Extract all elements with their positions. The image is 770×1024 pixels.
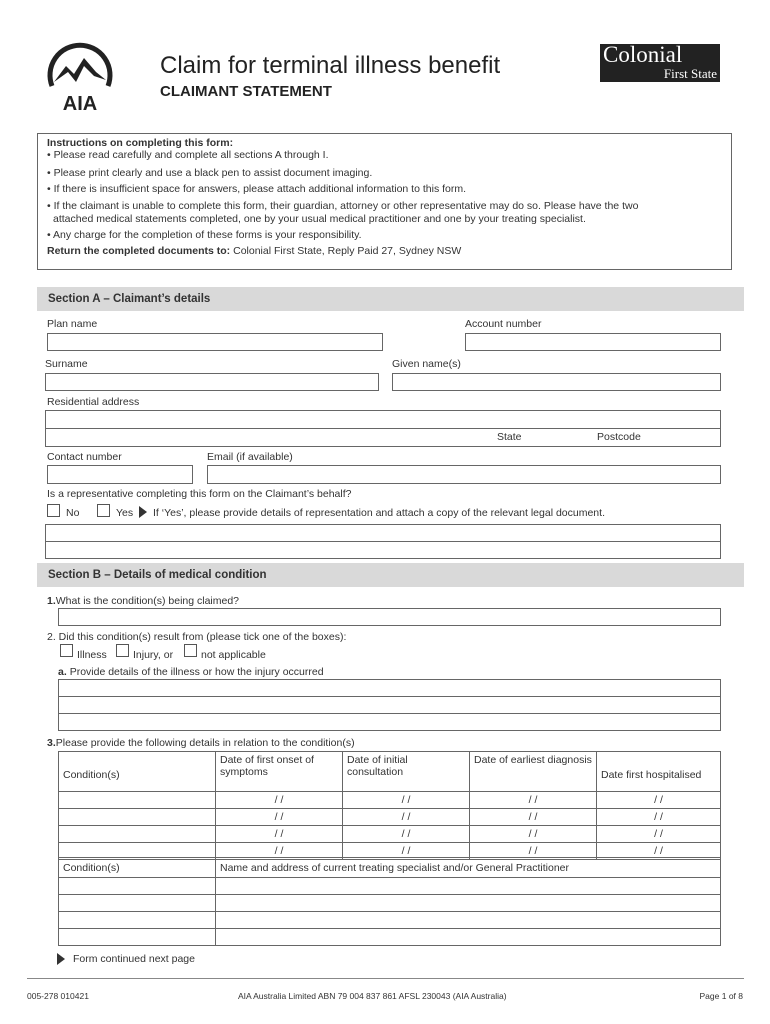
contact-field[interactable] <box>47 465 193 484</box>
illness-checkbox[interactable] <box>60 644 73 657</box>
condition-cell[interactable] <box>59 895 216 912</box>
not-applicable-label: not applicable <box>201 649 266 661</box>
q1-text: What is the condition(s) being claimed? <box>55 595 240 607</box>
yes-label: Yes <box>116 507 134 519</box>
representative-instruction: If ‘Yes’, please provide details of representation and attach a copy of the relevant legal document. <box>153 507 605 519</box>
date-cell[interactable]: / / <box>216 843 343 860</box>
address-label: Residential address <box>47 396 140 408</box>
representative-details-line1[interactable] <box>45 524 721 542</box>
condition-cell[interactable] <box>59 792 216 809</box>
date-cell[interactable]: / / <box>343 809 470 826</box>
surname-field[interactable] <box>45 373 379 391</box>
contact-label: Contact number <box>47 451 122 463</box>
date-cell[interactable]: / / <box>343 792 470 809</box>
date-cell[interactable]: / / <box>343 843 470 860</box>
table-row <box>59 929 721 946</box>
question-3 <box>47 737 355 749</box>
condition-cell[interactable] <box>59 809 216 826</box>
specialist-table <box>58 857 721 946</box>
section-b-title: Section B – Details of medical condition <box>48 569 267 581</box>
aia-logo <box>44 42 116 114</box>
form-title: Claim for terminal illness benefit <box>160 52 501 79</box>
email-field[interactable] <box>207 465 721 484</box>
colonial-first-state-logo <box>600 44 720 82</box>
instruction-item: attached medical statements completed, one by your usual medical practitioner and one by your treating specialist. <box>53 213 586 225</box>
instruction-item: • Please read carefully and complete all sections A through I. <box>47 149 329 161</box>
yes-checkbox[interactable] <box>97 504 110 517</box>
date-cell[interactable]: / / <box>216 792 343 809</box>
instruction-item: • Any charge for the completion of these forms is your responsibility. <box>47 229 362 241</box>
specialist-cell[interactable] <box>216 878 721 895</box>
header-specialist: Name and address of current treating specialist and/or General Practitioner <box>216 858 721 878</box>
date-cell[interactable]: / / <box>597 826 721 843</box>
footer-divider <box>27 978 744 979</box>
address-field-line1[interactable] <box>45 410 721 429</box>
given-names-field[interactable] <box>392 373 721 391</box>
illness-details-line2[interactable] <box>58 696 721 714</box>
return-address: Colonial First State, Reply Paid 27, Sydney NSW <box>233 245 462 257</box>
condition-cell[interactable] <box>59 826 216 843</box>
date-cell[interactable]: / / <box>470 809 597 826</box>
condition-dates-table <box>58 751 721 860</box>
no-label: No <box>66 507 80 519</box>
logo-line2: First State <box>663 66 717 81</box>
surname-label: Surname <box>45 358 88 370</box>
specialist-cell[interactable] <box>216 929 721 946</box>
form-subtitle: CLAIMANT STATEMENT <box>160 83 332 100</box>
instructions-box <box>37 133 732 270</box>
header-diagnosis: Date of earliest diagnosis <box>470 752 597 792</box>
table-row <box>59 912 721 929</box>
qa-number: a. <box>58 666 67 678</box>
section-b-header <box>37 563 744 587</box>
date-cell[interactable]: / / <box>343 826 470 843</box>
table-header-row <box>59 858 721 878</box>
no-checkbox[interactable] <box>47 504 60 517</box>
illness-details-line1[interactable] <box>58 679 721 697</box>
account-number-field[interactable] <box>465 333 721 351</box>
table-row <box>59 895 721 912</box>
footer-page-number: Page 1 of 8 <box>699 991 743 1001</box>
header-condition: Condition(s) <box>59 858 216 878</box>
question-a <box>58 666 324 678</box>
q3-number: 3. <box>47 737 56 749</box>
date-cell[interactable]: / / <box>597 809 721 826</box>
header-consultation: Date of initial consultation <box>343 752 470 792</box>
representative-details-line2[interactable] <box>45 541 721 559</box>
date-cell[interactable]: / / <box>216 826 343 843</box>
date-cell[interactable]: / / <box>470 826 597 843</box>
instructions-heading: Instructions on completing this form: <box>47 137 234 149</box>
q1-number: 1. <box>47 595 56 607</box>
specialist-cell[interactable] <box>216 912 721 929</box>
footer-code: 005-278 010421 <box>27 991 89 1001</box>
svg-text:AIA: AIA <box>62 93 98 114</box>
table-row <box>59 792 721 809</box>
form-continued-note: Form continued next page <box>73 953 195 965</box>
qa-text: Provide details of the illness or how the injury occurred <box>69 666 324 678</box>
question-2: 2. Did this condition(s) result from (please tick one of the boxes): <box>47 631 347 643</box>
header-condition: Condition(s) <box>59 752 216 792</box>
q3-text: Please provide the following details in relation to the condition(s) <box>55 737 355 749</box>
state-label: State <box>497 431 522 443</box>
logo-line1: Colonial <box>603 42 683 67</box>
injury-checkbox[interactable] <box>116 644 129 657</box>
instruction-item: • Please print clearly and use a black pen to assist document imaging. <box>47 167 373 179</box>
footer-company: AIA Australia Limited ABN 79 004 837 861 AFSL 230043 (AIA Australia) <box>238 991 507 1001</box>
date-cell[interactable]: / / <box>470 843 597 860</box>
date-cell[interactable]: / / <box>597 843 721 860</box>
instruction-item: • If the claimant is unable to complete this form, their guardian, attorney or other representative may do so. Please have the two <box>47 200 639 212</box>
table-row <box>59 878 721 895</box>
table-header-row <box>59 752 721 792</box>
section-a-header <box>37 287 744 311</box>
return-label: Return the completed documents to: <box>47 245 231 257</box>
condition-cell[interactable] <box>59 912 216 929</box>
table-row <box>59 826 721 843</box>
date-cell[interactable]: / / <box>470 792 597 809</box>
given-names-label: Given name(s) <box>392 358 461 370</box>
injury-label: Injury, or <box>133 649 174 661</box>
condition-cell[interactable] <box>59 929 216 946</box>
postcode-label: Postcode <box>597 431 641 443</box>
instruction-item: • If there is insufficient space for answers, please attach additional information to this form. <box>47 183 467 195</box>
account-number-label: Account number <box>465 318 542 330</box>
illness-details-line3[interactable] <box>58 713 721 731</box>
header-onset: Date of first onset of symptoms <box>216 752 343 792</box>
arrow-right-icon <box>139 506 147 518</box>
not-applicable-checkbox[interactable] <box>184 644 197 657</box>
table-row <box>59 809 721 826</box>
question-1 <box>47 595 239 607</box>
plan-name-label: Plan name <box>47 318 98 330</box>
specialist-cell[interactable] <box>216 895 721 912</box>
header-hospitalised: Date first hospitalised <box>597 752 721 792</box>
plan-name-field[interactable] <box>47 333 383 351</box>
section-a-title: Section A – Claimant’s details <box>48 293 211 305</box>
date-cell[interactable]: / / <box>597 792 721 809</box>
email-label: Email (if available) <box>207 451 293 463</box>
condition-cell[interactable] <box>59 878 216 895</box>
date-cell[interactable]: / / <box>216 809 343 826</box>
return-info <box>47 243 722 259</box>
illness-label: Illness <box>77 649 107 661</box>
condition-claimed-field[interactable] <box>58 608 721 626</box>
representative-question: Is a representative completing this form on the Claimant’s behalf? <box>47 488 352 500</box>
arrow-right-icon <box>57 953 65 965</box>
